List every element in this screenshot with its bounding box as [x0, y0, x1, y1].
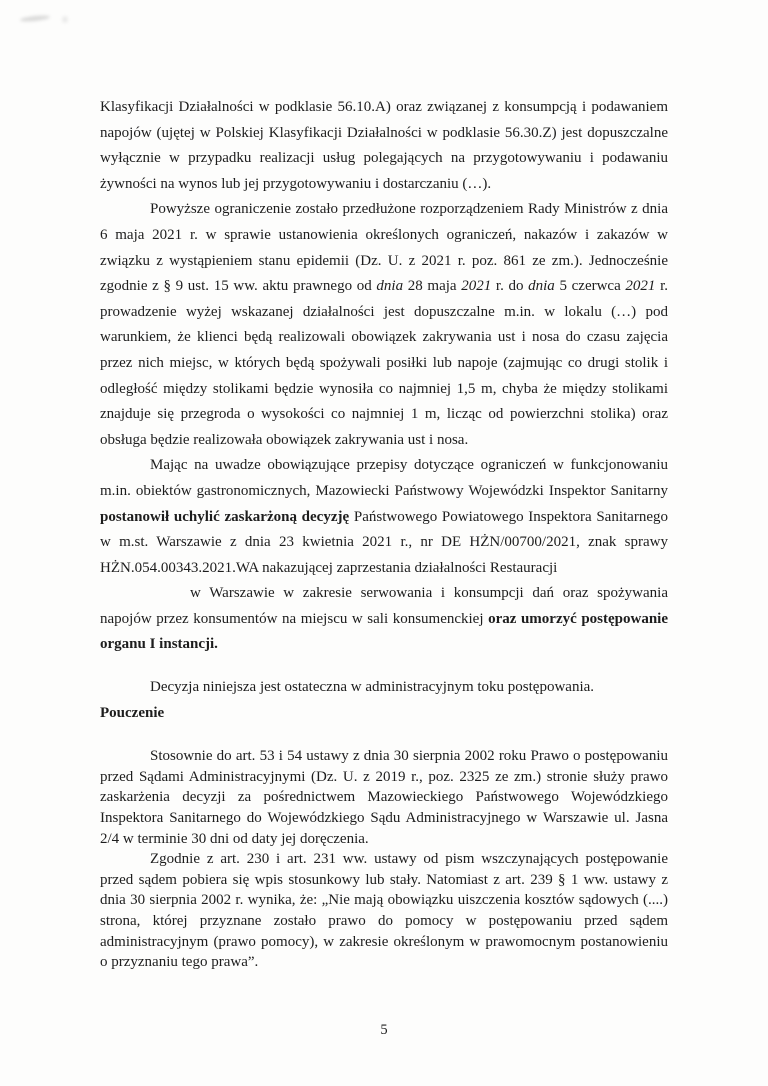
- page-number: 5: [380, 1022, 388, 1038]
- para-powyzsze-ograniczenie-text: 2021: [625, 278, 656, 295]
- para-stosownie-text: Stosownie do art. 53 i 54 ustawy z dnia 30 sierpnia 2002 roku Prawo o postępowaniu przed Sądami Administracyjnymi (Dz. U. z 2019 r., poz. 2325 ze zm.) stronie służy prawo zaskarżenia decyzji za pośrednictwem Mazowieckiego Państwowego Wojewódzkiego Inspektora Sanitarnego do Wojewódzkiego Sądu Administracyjnego w Warszawie ul. Jasna 2/4 w terminie 30 dni od daty jej doręczenia.: [100, 748, 668, 847]
- para-klasyfikacja: [100, 95, 668, 197]
- scan-smudge-dot-artifact: [62, 16, 68, 23]
- para-powyzsze-ograniczenie-text: 28 maja: [403, 278, 462, 295]
- para-majac-na-uwadze-text: Mając na uwadze obowiązujące przepisy dotyczące ograniczeń w funkcjonowaniu m.in. obiektów gastronomicznych, Mazowiecki Państwowy Wojewódzki Inspektor Sanitarny: [100, 457, 668, 499]
- para-w-warszawie-text: oraz umorzyć postępowanie organu I instancji.: [100, 610, 669, 653]
- heading-pouczenie: [100, 701, 668, 727]
- para-w-warszawie-text: w Warszawie w zakresie serwowania i konsumpcji dań oraz spożywania napojów przez konsumentów na miejscu w sali konsumenckiej: [100, 585, 668, 627]
- para-majac-na-uwadze-text: Państwowego Powiatowego Inspektora Sanitarnego w m.st. Warszawie z dnia 23 kwietnia 2021 r., nr DE HŻN/00700/2021, znak sprawy HŻN.054.00343.2021.WA nakazującej zaprzestania działalności Restauracji: [100, 508, 668, 576]
- para-powyzsze-ograniczenie-text: r. prowadzenie wyżej wskazanej działalności jest dopuszczalne m.in. w lokalu (…) pod warunkiem, że klienci będą realizowali obowiązek zakrywania ust i nosa do czasu zajęcia przez nich miejsc, w których będą spożywali posiłki lub napoje (zajmując co drugi stolik i odległość między stolikami będzie wynosiła co najmniej 1,5 m, chyba że między stolikami znajduje się przegroda o wysokości co najmniej 1 m, licząc od powierzchni stolika) oraz obsługa będzie realizowała obowiązek zakrywania ust i nosa.: [100, 278, 669, 448]
- para-powyzsze-ograniczenie-text: 2021: [461, 278, 492, 295]
- para-zgodnie-text: Zgodnie z art. 230 i art. 231 ww. ustawy od pism wszczynających postępowanie przed sądem pobiera się wpis stosunkowy lub stały. Natomiast z art. 239 § 1 ww. ustawy z dnia 30 sierpnia 2002 r. wynika, że: „Nie mają obowiązku uiszczenia kosztów sądowych (....) strona, której przyznane zostało prawo do pomocy w postępowaniu przed sądem administracyjnym (prawo pomocy), w zakresie określonym w prawomocnym postanowieniu o przyznaniu tego prawa”.: [100, 851, 668, 971]
- para-zgodnie: [100, 849, 668, 973]
- para-powyzsze-ograniczenie-text: dnia: [528, 278, 555, 295]
- para-powyzsze-ograniczenie-text: r. do: [491, 278, 529, 295]
- scan-smudge-artifact: [20, 14, 50, 22]
- para-powyzsze-ograniczenie-text: dnia: [376, 278, 404, 295]
- para-powyzsze-ograniczenie: [100, 197, 668, 453]
- para-majac-na-uwadze: [100, 453, 668, 581]
- para-decyzja-ostateczna-text: Decyzja niniejsza jest ostateczna w administracyjnym toku postępowania.: [150, 679, 595, 696]
- para-decyzja-ostateczna: [100, 675, 668, 701]
- para-majac-na-uwadze-text: postanowił uchylić zaskarżoną decyzję: [100, 508, 350, 525]
- heading-pouczenie-text: Pouczenie: [100, 704, 165, 721]
- document-body: [100, 95, 668, 973]
- para-powyzsze-ograniczenie-text: 5 czerwca: [554, 278, 626, 295]
- para-stosownie: [100, 746, 668, 849]
- para-powyzsze-ograniczenie-text: Powyższe ograniczenie zostało przedłużone rozporządzeniem Rady Ministrów z dnia 6 maja 2021 r. w sprawie ustanowienia określonych ograniczeń, nakazów i zakazów w związku z wystąpieniem stanu epidemii (Dz. U. z 2021 r. poz. 861 ze zm.). Jednocześnie zgodnie z § 9 ust. 15 ww. aktu prawnego od: [100, 201, 668, 295]
- para-w-warszawie: [100, 581, 668, 658]
- para-klasyfikacja-text: Klasyfikacji Działalności w podklasie 56.10.A) oraz związanej z konsumpcją i podawaniem napojów (ujętej w Polskiej Klasyfikacji Działalności w podklasie 56.30.Z) jest dopuszczalne wyłącznie w przypadku realizacji usług polegających na przygotowywaniu i podawaniu żywności na wynos lub jej przygotowywaniu i dostarczaniu (…).: [100, 99, 668, 192]
